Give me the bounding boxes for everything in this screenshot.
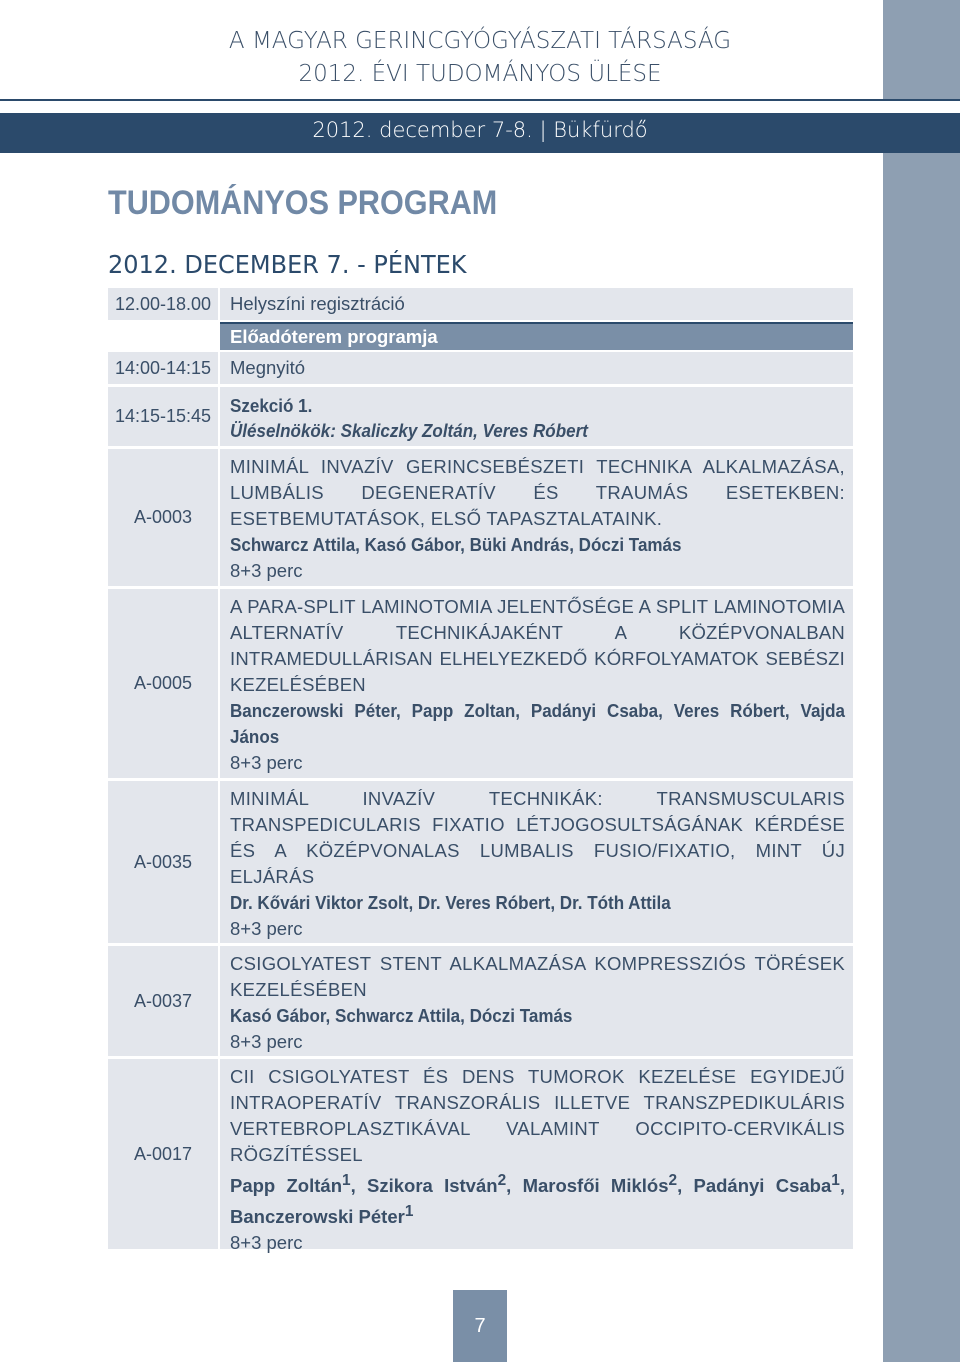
abstract-entry <box>220 781 853 943</box>
day-title: 2012. DECEMBER 7. - PÉNTEK <box>108 250 467 279</box>
page-number: 7 <box>453 1290 507 1362</box>
abstract-entry <box>220 449 853 586</box>
session-header <box>220 387 853 446</box>
registration-label: Helyszíni regisztráció <box>220 288 853 320</box>
abstract-authors: Banczerowski Péter, Papp Zoltan, Padányi Csaba, Veres Róbert, Vajda János <box>230 700 846 747</box>
abstract-authors: Kasó Gábor, Schwarcz Attila, Dóczi Tamás <box>230 1005 573 1026</box>
abstract-id: A-0017 <box>108 1059 218 1249</box>
author-affiliation: 1 <box>831 1172 840 1189</box>
abstract-duration: 8+3 perc <box>230 1031 303 1052</box>
abstract-id: A-0005 <box>108 589 218 778</box>
author-affiliation: 1 <box>404 1203 414 1221</box>
opening-label: Megnyitó <box>220 352 853 384</box>
session-time: 14:15-15:45 <box>108 387 218 446</box>
abstract-title: MINIMÁL INVAZÍV GERINCSEBÉSZETI TECHNIKA ALKALMAZÁSA, LUMBÁLIS DEGENERATÍV ÉS TRAUMÁS ESETEKBEN: ESETBEMUTATÁSOK, ELSŐ TAPASZTALATAINK. <box>230 456 845 529</box>
abstract-authors: Schwarcz Attila, Kasó Gábor, Büki András, Dóczi Tamás <box>230 534 682 555</box>
author-name: Banczerowski Péter <box>230 1206 405 1228</box>
abstract-title: A PARA-SPLIT LAMINOTOMIA JELENTŐSÉGE A SPLIT LAMINOTOMIA ALTERNATÍV TECHNIKÁJAKÉNT A KÖZÉPVONALBAN INTRAMEDULLÁRISAN ELHELYEZKEDŐ KÓRFOLYAMATOK SEBÉSZI KEZELÉSÉBEN <box>230 596 845 695</box>
conference-subtitle: 2012. ÉVI TUDOMÁNYOS ÜLÉSE <box>298 61 662 87</box>
abstract-entry <box>220 1059 853 1254</box>
abstract-title: MINIMÁL INVAZÍV TECHNIKÁK: TRANSMUSCULARIS TRANSPEDICULARIS FIXATIO LÉTJOGOSULTSÁGÁNAK KÉRDÉSE ÉS A KÖZÉPVONALAS LUMBALIS FUSIO/FIXATIO, MINT ÚJ ELJÁRÁS <box>230 788 845 887</box>
opening-time: 14:00-14:15 <box>108 352 218 384</box>
author-affiliation: 1 <box>342 1172 351 1189</box>
registration-time: 12.00-18.00 <box>108 288 218 320</box>
abstract-duration: 8+3 perc <box>230 560 303 581</box>
author-name: Marosfői Miklós <box>522 1175 669 1197</box>
abstract-duration: 8+3 perc <box>230 752 303 773</box>
abstract-duration: 8+3 perc <box>230 918 303 939</box>
abstract-authors: Papp Zoltán$^1$, Szikora István$^2$, Marosfői Miklós$^2$, Padányi Csaba$^1$, Banczerowski Péter$^1$ <box>230 1172 845 1228</box>
abstract-entry <box>220 589 853 778</box>
author-affiliation: 2 <box>668 1172 678 1189</box>
author-name: Papp Zoltán <box>230 1175 342 1197</box>
abstract-entry <box>220 946 853 1056</box>
author-name: Szikora István <box>367 1175 498 1197</box>
abstract-authors: Dr. Kővári Viktor Zsolt, Dr. Veres Róbert, Dr. Tóth Attila <box>230 892 671 913</box>
side-band <box>880 0 960 1362</box>
abstract-id: A-0037 <box>108 946 218 1056</box>
author-name: Padányi Csaba <box>693 1175 832 1197</box>
author-affiliation: 2 <box>497 1172 507 1189</box>
session-chairs: Üléselnökök: Skaliczky Zoltán, Veres Róbert <box>230 420 588 441</box>
abstract-duration: 8+3 perc <box>230 1232 303 1254</box>
abstract-title: CII CSIGOLYATEST ÉS DENS TUMOROK KEZELÉSE EGYIDEJŰ INTRAOPERATÍV TRANSZORÁLIS ILLETVE TRANSZPEDIKULÁRIS VERTEBROPLASZTIKÁVAL VALAMINT OCCIPITO-CERVIKÁLIS RÖGZÍTÉSSEL <box>230 1066 845 1165</box>
session-name: Szekció 1. <box>230 395 313 416</box>
abstract-id: A-0003 <box>108 449 218 586</box>
date-location: 2012. december 7-8. | Bükfürdő <box>312 118 648 142</box>
abstract-id: A-0035 <box>108 781 218 943</box>
abstract-title: CSIGOLYATEST STENT ALKALMAZÁSA KOMPRESSZIÓS TÖRÉSEK KEZELÉSÉBEN <box>230 953 845 1000</box>
hall-program-bar: Előadóterem programja <box>220 322 853 350</box>
section-title: TUDOMÁNYOS PROGRAM <box>108 184 498 222</box>
conference-title: A MAGYAR GERINCGYÓGYÁSZATI TÁRSASÁG <box>228 28 732 54</box>
